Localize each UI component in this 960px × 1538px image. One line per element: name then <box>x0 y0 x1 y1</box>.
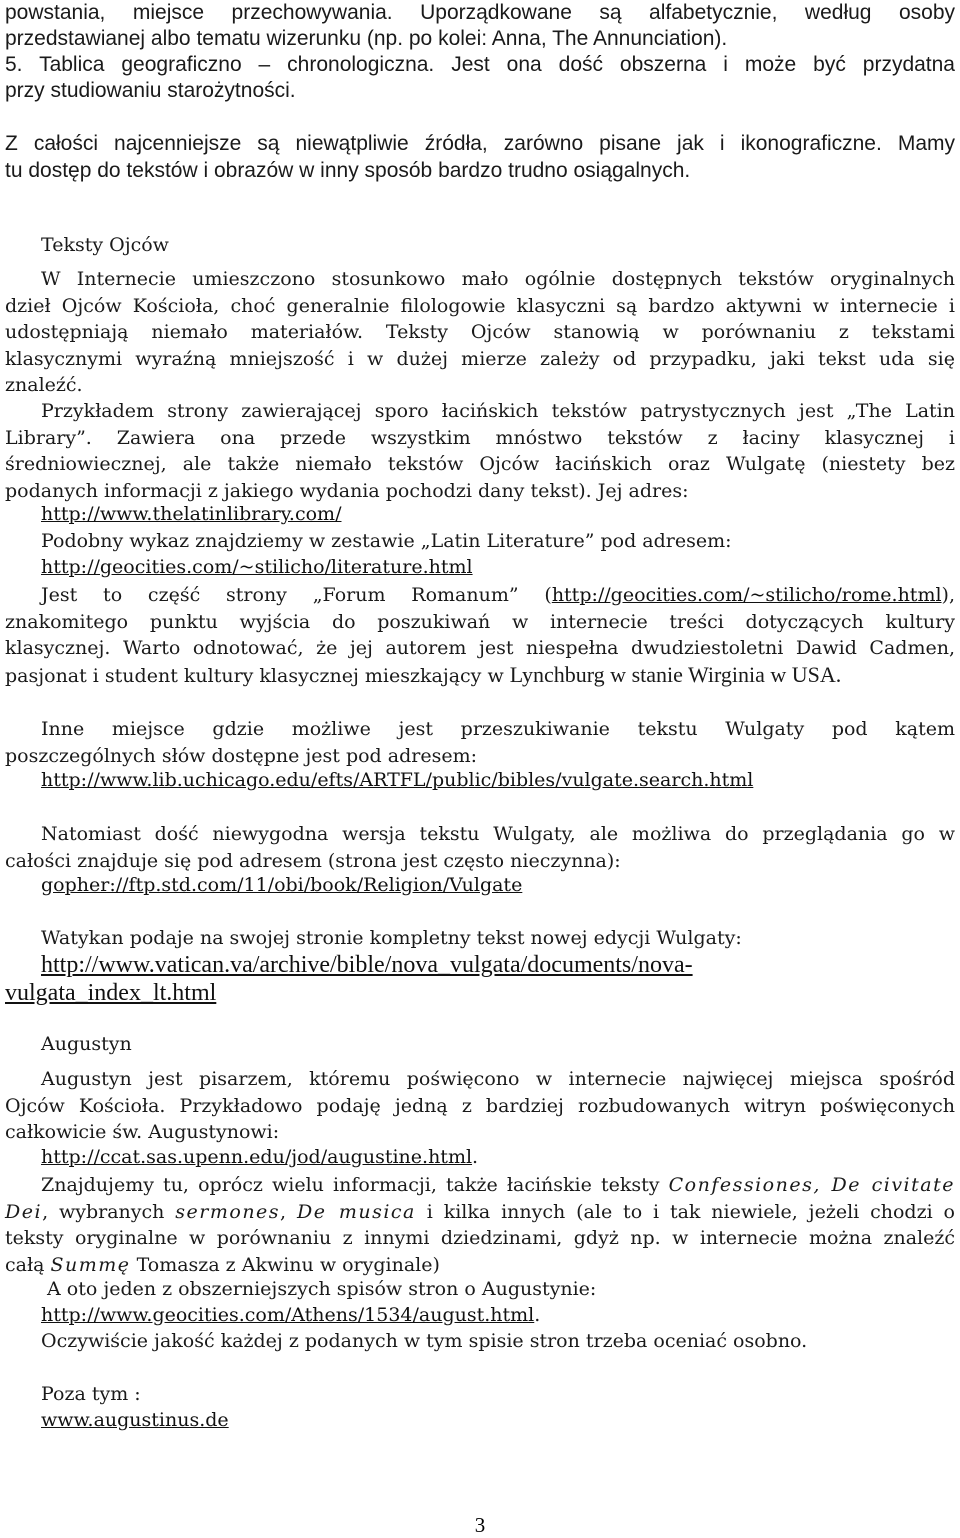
page-number: 3 <box>474 1513 486 1537</box>
section-heading-fathers: Teksty Ojców <box>41 234 169 256</box>
link-upenn-augustine[interactable]: http://ccat.sas.upenn.edu/jod/augustine.html <box>41 1146 473 1168</box>
fathers-paragraph-1: W Internecie umieszczono stosunkowo mało ogólnie dostępnych tekstów oryginalnych dzieł Ojców Kościoła, choć generalnie filologowie klasyczni są bardzo aktywni w internecie i udostępniają niemało materiałów. Teksty Ojców stanowią w porównaniu z tekstami klasycznymi wyraźną mniejszość i w dużej mierze zależy od przypadku, jaki tekst uda się znaleźć. <box>5 268 955 396</box>
link-vatican-nova-vulgata[interactable]: http://www.vatican.va/archive/bible/nova_vulgata/documents/nova- <box>41 952 693 978</box>
quality-note: Oczywiście jakość każdej z podanych w tym spisie stron trzeba oceniać osobno. <box>41 1330 808 1352</box>
besides-label: Poza tym : <box>41 1383 141 1405</box>
link-vatican-nova-vulgata-cont[interactable]: vulgata_index_lt.html <box>5 980 217 1006</box>
latin-literature-text: Podobny wykaz znajdziemy w zestawie „Latin Literature” pod adresem: <box>41 530 732 552</box>
sources-summary: Z całości najcenniejsze są niewątpliwie źródła, zarówno pisane jak i ikonograficzne. Mamy tu dostęp do tekstów i obrazów w inny sposób bardzo trudno osiągalnych. <box>5 132 955 182</box>
forum-romanum-paragraph: Jest to część strony „Forum Romanum” (http://geocities.com/~stilicho/rome.html), znakomitego punktu wyjścia do poszukiwań w internecie treści dotyczących kultury klasycznej. Warto odnotować, że jej autorem jest niespełna dwudziestoletni Dawid Cadmen, pasjonat i student kultury klasycznej mieszkający w Lynchburg w stanie Wirginia w USA. <box>5 584 955 687</box>
intro-list-fragment: powstania, miejsce przechowywania. Uporządkowane są alfabetycznie, według osoby przedstawianej albo tematu wizerunku (np. po kolei: Anna, The Annunciation). 5. Tablica geograficzno – chronologiczna. Jest ona dość obszerna i może być przydatna przy studiowaniu starożytności. <box>5 1 955 102</box>
vulgate-search-paragraph: Inne miejsce gdzie możliwe jest przeszukiwanie tekstu Wulgaty pod kątem poszczególnych słów dostępne jest pod adresem: <box>5 718 955 767</box>
link-uchicago-vulgate[interactable]: http://www.lib.uchicago.edu/efts/ARTFL/public/bibles/vulgate.search.html <box>41 769 754 791</box>
link-thelatinlibrary[interactable]: http://www.thelatinlibrary.com/ <box>41 503 342 525</box>
section-heading-augustine: Augustyn <box>41 1033 132 1055</box>
link-geocities-august[interactable]: http://www.geocities.com/Athens/1534/august.html <box>41 1304 535 1326</box>
link-geocities-literature[interactable]: http://geocities.com/~stilicho/literature.html <box>41 556 473 578</box>
fathers-paragraph-2: Przykładem strony zawierającej sporo łacińskich tekstów patrystycznych jest „The Latin Library”. Zawiera ona przede wszystkim mnóstwo tekstów z łaciny klasycznej i średniowiecznej, ale także niemało tekstów Ojców łacińskich oraz Wulgatę (niestety bez podanych informacji z jakiego wydania pochodzi dany tekst). Jej adres: <box>5 400 955 502</box>
vulgate-gopher-paragraph: Natomiast dość niewygodna wersja tekstu Wulgaty, ale możliwa do przeglądania go w całości znajduje się pod adresem (strona jest często nieczynna): <box>5 823 955 872</box>
geocities-link-line: http://www.geocities.com/Athens/1534/august.html. <box>41 1304 541 1326</box>
augustine-list-intro: A oto jeden z obszerniejszych spisów stron o Augustynie: <box>47 1278 597 1300</box>
link-augustinus-de[interactable]: www.augustinus.de <box>41 1409 229 1431</box>
link-gopher-vulgate[interactable]: gopher://ftp.std.com/11/obi/book/Religion/Vulgate <box>41 874 523 896</box>
vatican-intro: Watykan podaje na swojej stronie kompletny tekst nowej edycji Wulgaty: <box>41 927 742 949</box>
augustine-paragraph-1: Augustyn jest pisarzem, któremu poświęcono w internecie najwięcej miejsca spośród Ojców Kościoła. Przykładowo podaję jedną z bardziej rozbudowanych witryn poświęconych całkowicie św. Augustynowi: <box>5 1068 955 1143</box>
link-geocities-rome[interactable]: http://geocities.com/~stilicho/rome.html <box>551 584 942 606</box>
augustine-link-line: http://ccat.sas.upenn.edu/jod/augustine.html. <box>41 1146 479 1168</box>
augustine-paragraph-2: Znajdujemy tu, oprócz wielu informacji, także łacińskie teksty Confessiones, De civitate Dei, wybranych sermones, De musica i kilka innych (ale to i tak niewiele, jeżeli chodzi o teksty oryginalne w porównaniu z innymi dziedzinami, gdyż np. w internecie można znaleźć całą Summę Tomasza z Akwinu w oryginale) <box>5 1174 955 1276</box>
